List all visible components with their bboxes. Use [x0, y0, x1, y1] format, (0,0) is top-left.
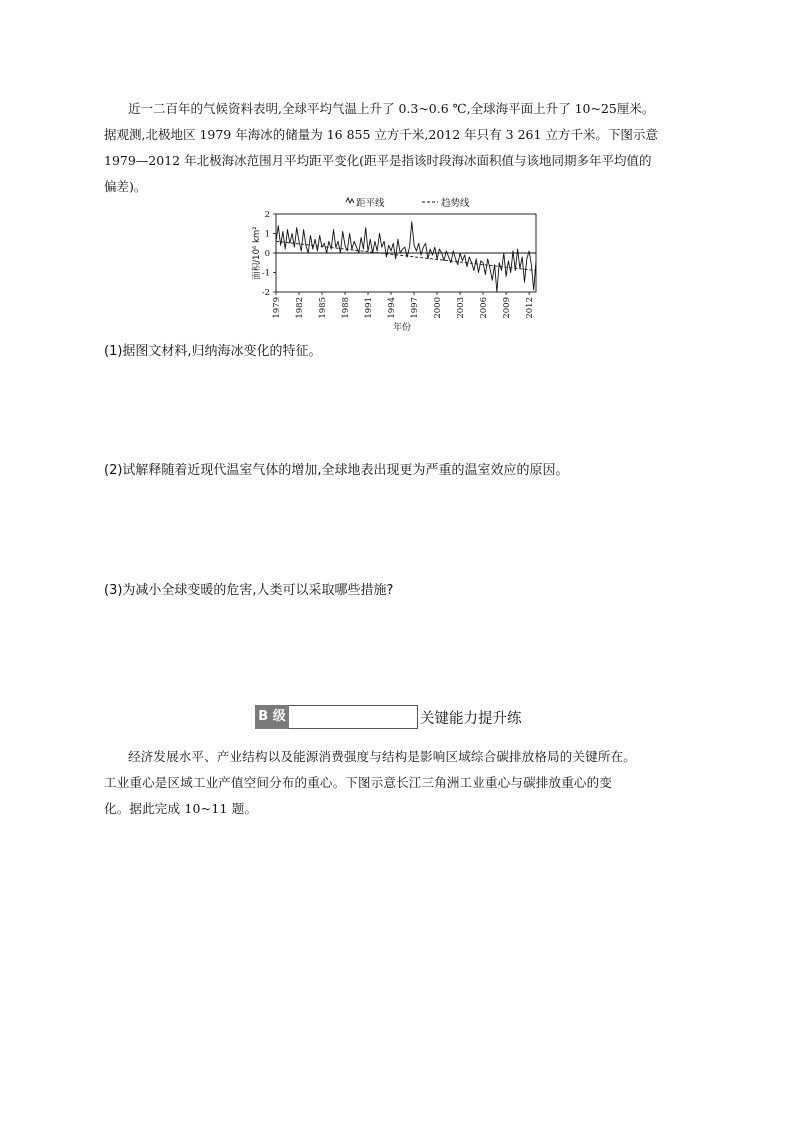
legend-anomaly-swatch [346, 198, 354, 203]
legend-anomaly-label: 距平线 [356, 198, 385, 209]
question-3: (3)为减小全球变暖的危害,人类可以采取哪些措施? [104, 583, 394, 598]
section-b-title: 关键能力提升练 [420, 710, 522, 727]
x-tick-label: 2009 [502, 297, 513, 319]
trend-line [276, 241, 536, 270]
outro-line-3: 化。据此完成 10~11 题。 [104, 801, 258, 816]
x-tick-label: 1991 [364, 297, 375, 319]
x-tick-label: 1979 [272, 297, 282, 319]
sea-ice-chart [250, 194, 550, 334]
y-tick-label: -2 [261, 288, 270, 298]
x-tick-label: 1994 [387, 297, 398, 319]
x-tick-label: 2006 [479, 297, 490, 319]
outro-line-1: 经济发展水平、产业结构以及能源消费强度与结构是影响区域综合碳排放格局的关键所在。 [128, 749, 637, 764]
section-b-tag: B 级 [255, 705, 289, 729]
y-tick-label: -1 [261, 268, 270, 279]
y-axis-label: 面积/10⁶ km² [252, 226, 262, 280]
intro-line-3: 1979—2012 年北极海冰范围月平均距平变化(距平是指该时段海冰面积值与该地同期多年平均值的 [104, 153, 652, 168]
x-tick-label: 1985 [318, 297, 329, 319]
y-tick-label: 1 [264, 229, 270, 240]
question-1: (1)据图文材料,归纳海冰变化的特征。 [104, 344, 322, 359]
intro-line-4: 偏差)。 [104, 179, 147, 194]
y-tick-label: 2 [264, 210, 270, 220]
x-tick-label: 2000 [433, 297, 444, 319]
x-tick-label: 1982 [295, 297, 306, 319]
x-tick-label: 1988 [341, 297, 352, 319]
y-tick-label: 0 [264, 249, 270, 259]
anomaly-line [276, 222, 536, 292]
legend-trend-label: 趋势线 [441, 198, 470, 209]
outro-paragraph [104, 744, 704, 822]
section-b-header [255, 705, 522, 729]
x-tick-label: 2003 [456, 297, 467, 319]
x-axis-label: 年份 [392, 323, 412, 333]
intro-line-2: 据观测,北极地区 1979 年海冰的储量为 16 855 立方千米,2012 年只有 3 261 立方千米。下图示意 [104, 127, 658, 142]
intro-paragraph [104, 96, 694, 200]
sea-ice-chart-svg [250, 194, 550, 334]
x-tick-label: 1997 [410, 297, 421, 319]
question-2: (2)试解释随着近现代温室气体的增加,全球地表出现更为严重的温室效应的原因。 [104, 463, 569, 478]
section-b-box [289, 705, 418, 729]
intro-line-1: 近一二百年的气候资料表明,全球平均气温上升了 0.3~0.6 ℃,全球海平面上升了 10~25厘米。 [128, 101, 655, 116]
x-tick-label: 2012 [525, 297, 536, 319]
outro-line-2: 工业重心是区域工业产值空间分布的重心。下图示意长江三角洲工业重心与碳排放重心的变 [104, 775, 613, 790]
